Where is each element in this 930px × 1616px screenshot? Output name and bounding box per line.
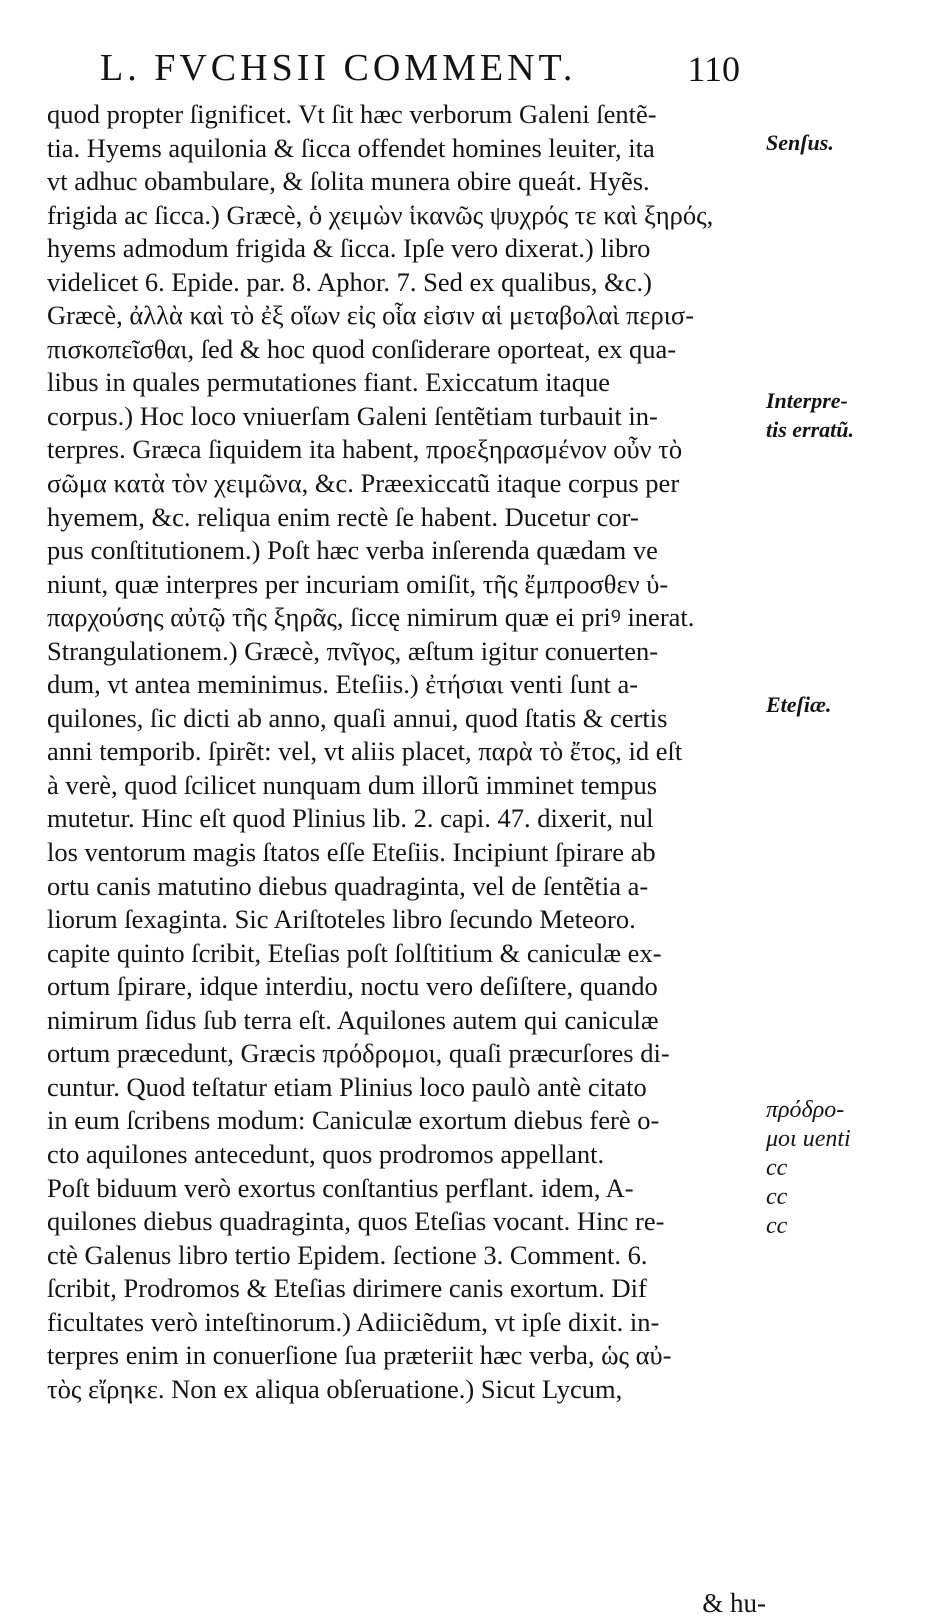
margin-note-text: tis erratũ. xyxy=(766,417,855,442)
text-line: libus in quales permutationes fiant. Exiccatum itaque xyxy=(47,367,610,398)
margin-note-text: μοι uenti xyxy=(766,1126,851,1152)
page-header xyxy=(100,46,740,96)
text-line: παρχούσης αὐτῷ τῆς ξηρᾶς, ſiccę nimirum quæ ei priꝰ inerat. xyxy=(47,602,695,633)
text-line: πισκοπεῖσθαι, ſed & hoc quod conſiderare oporteat, ex qua- xyxy=(47,333,677,364)
text-line: nimirum ſidus ſub terra eſt. Aquilones autem qui caniculæ xyxy=(47,1004,659,1035)
text-line: ficultates verò inteſtinorum.) Adiiciẽdum, vt ipſe dixit. in- xyxy=(47,1306,660,1337)
text-line: quod propter ſignificet. Vt ſit hæc verborum Galeni ſentẽ- xyxy=(47,99,657,129)
text-line: terpres. Græca ſiquidem ita habent, προεξηρασμένον οὖν τὸ xyxy=(47,434,683,465)
text-line: corpus.) Hoc loco vniuerſam Galeni ſentẽtiam turbauit in- xyxy=(47,400,658,431)
text-line: tia. Hyems aquilonia & ſicca offendet homines leuiter, ita xyxy=(47,132,655,163)
margin-note-text: Eteſiæ. xyxy=(766,692,832,717)
text-line: hyems admodum frigida & ſicca. Ipſe vero dixerat.) libro xyxy=(47,233,651,264)
text-line: capite quinto ſcribit, Eteſias poſt ſolſtitium & caniculæ ex- xyxy=(47,937,662,968)
text-line: σῶμα κατὰ τὸν χειμῶνα, &c. Præexiccatũ itaque corpus per xyxy=(47,468,680,499)
catchword: & hu- xyxy=(702,1590,766,1616)
text-line: quilones diebus quadraginta, quos Eteſias vocant. Hinc re- xyxy=(47,1206,665,1237)
text-line: terpres enim in conuerſione ſua præteriit hæc verba, ὡς αὐ- xyxy=(47,1340,672,1371)
main-text-block xyxy=(47,98,762,1406)
text-line: ortu canis matutino diebus quadraginta, vel de ſentẽtia a- xyxy=(47,870,649,901)
text-line: liorum ſexaginta. Sic Ariſtoteles libro ſecundo Meteoro. xyxy=(47,904,636,935)
quotation-mark: cc xyxy=(766,1184,788,1210)
folio-number: 110 xyxy=(687,49,740,89)
margin-note-text: Interpre- xyxy=(766,388,848,413)
text-line: niunt, quæ interpres per incuriam omiſit, τῆς ἔμπροσθεν ὑ- xyxy=(47,568,669,599)
text-line: vt adhuc obambulare, & ſolita munera obire queát. Hyẽs. xyxy=(47,166,650,197)
text-line: videlicet 6. Epide. par. 8. Aphor. 7. Sed ex qualibus, &c.) xyxy=(47,266,652,297)
margin-note-prodromoi xyxy=(766,1096,926,1241)
margin-note-etesiae xyxy=(766,690,926,719)
quotation-mark: cc xyxy=(766,1155,788,1181)
text-line: frigida ac ſicca.) Græcè, ὁ χειμὼν ἱκανῶς ψυχρός τε καὶ ξηρός, xyxy=(47,199,714,230)
text-line: in eum ſcribens modum: Caniculæ exortum diebus ferè o- xyxy=(47,1105,660,1136)
text-line: anni temporib. ſpirẽt: vel, vt aliis placet, παρὰ τὸ ἔτος, id eſt xyxy=(47,736,683,767)
quotation-mark: cc xyxy=(766,1213,788,1239)
text-line: mutetur. Hinc eſt quod Plinius lib. 2. capi. 47. dixerit, nul xyxy=(47,803,654,834)
text-line: cuntur. Quod teſtatur etiam Plinius loco paulò antè citato xyxy=(47,1071,647,1102)
text-line: Poſt biduum verò exortus conſtantius perflant. idem, A- xyxy=(47,1172,634,1203)
text-line: pus conſtitutionem.) Poſt hæc verba inſerenda quædam ve xyxy=(47,535,658,566)
text-line: Græcè, ἀλλὰ καὶ τὸ ἐξ οἵων εἰς οἷα εἰσιν αἱ μεταβολαὶ περισ- xyxy=(47,300,695,331)
text-line: ſcribit, Prodromos & Eteſias dirimere canis exortum. Dif xyxy=(47,1273,647,1304)
running-title: L. FVCHSII COMMENT. xyxy=(100,47,577,89)
margin-note-interpres xyxy=(766,386,926,444)
text-line: ctè Galenus libro tertio Epidem. ſectione 3. Comment. 6. xyxy=(47,1239,648,1270)
text-line: Strangulationem.) Græcè, πνῖγος, æſtum igitur conuerten- xyxy=(47,635,659,666)
margin-note-text: πρόδρο- xyxy=(766,1097,845,1123)
text-line: hyemem, &c. reliqua enim rectè ſe habent. Ducetur cor- xyxy=(47,501,639,532)
text-line: ortum ſpirare, idque interdiu, noctu vero deſiſtere, quando xyxy=(47,971,658,1002)
margin-note-sensus xyxy=(766,128,926,157)
text-line: ortum præcedunt, Græcis πρόδρομοι, quaſi præcurſores di- xyxy=(47,1038,670,1069)
text-line: los ventorum magis ſtatos eſſe Eteſiis. Incipiunt ſpirare ab xyxy=(47,837,656,868)
text-line: dum, vt antea meminimus. Eteſiis.) ἐτήσιαι venti ſunt a- xyxy=(47,669,639,700)
margin-note-text: Senſus. xyxy=(766,130,834,155)
text-line: cto aquilones antecedunt, quos prodromos appellant. xyxy=(47,1138,605,1169)
text-line: τὸς εἴρηκε. Non ex aliqua obſeruatione.) Sicut Lycum, xyxy=(47,1373,623,1404)
text-line: à verè, quod ſcilicet nunquam dum illorũ imminet tempus xyxy=(47,769,658,800)
text-line: quilones, ſic dicti ab anno, quaſi annui, quod ſtatis & certis xyxy=(47,702,668,733)
